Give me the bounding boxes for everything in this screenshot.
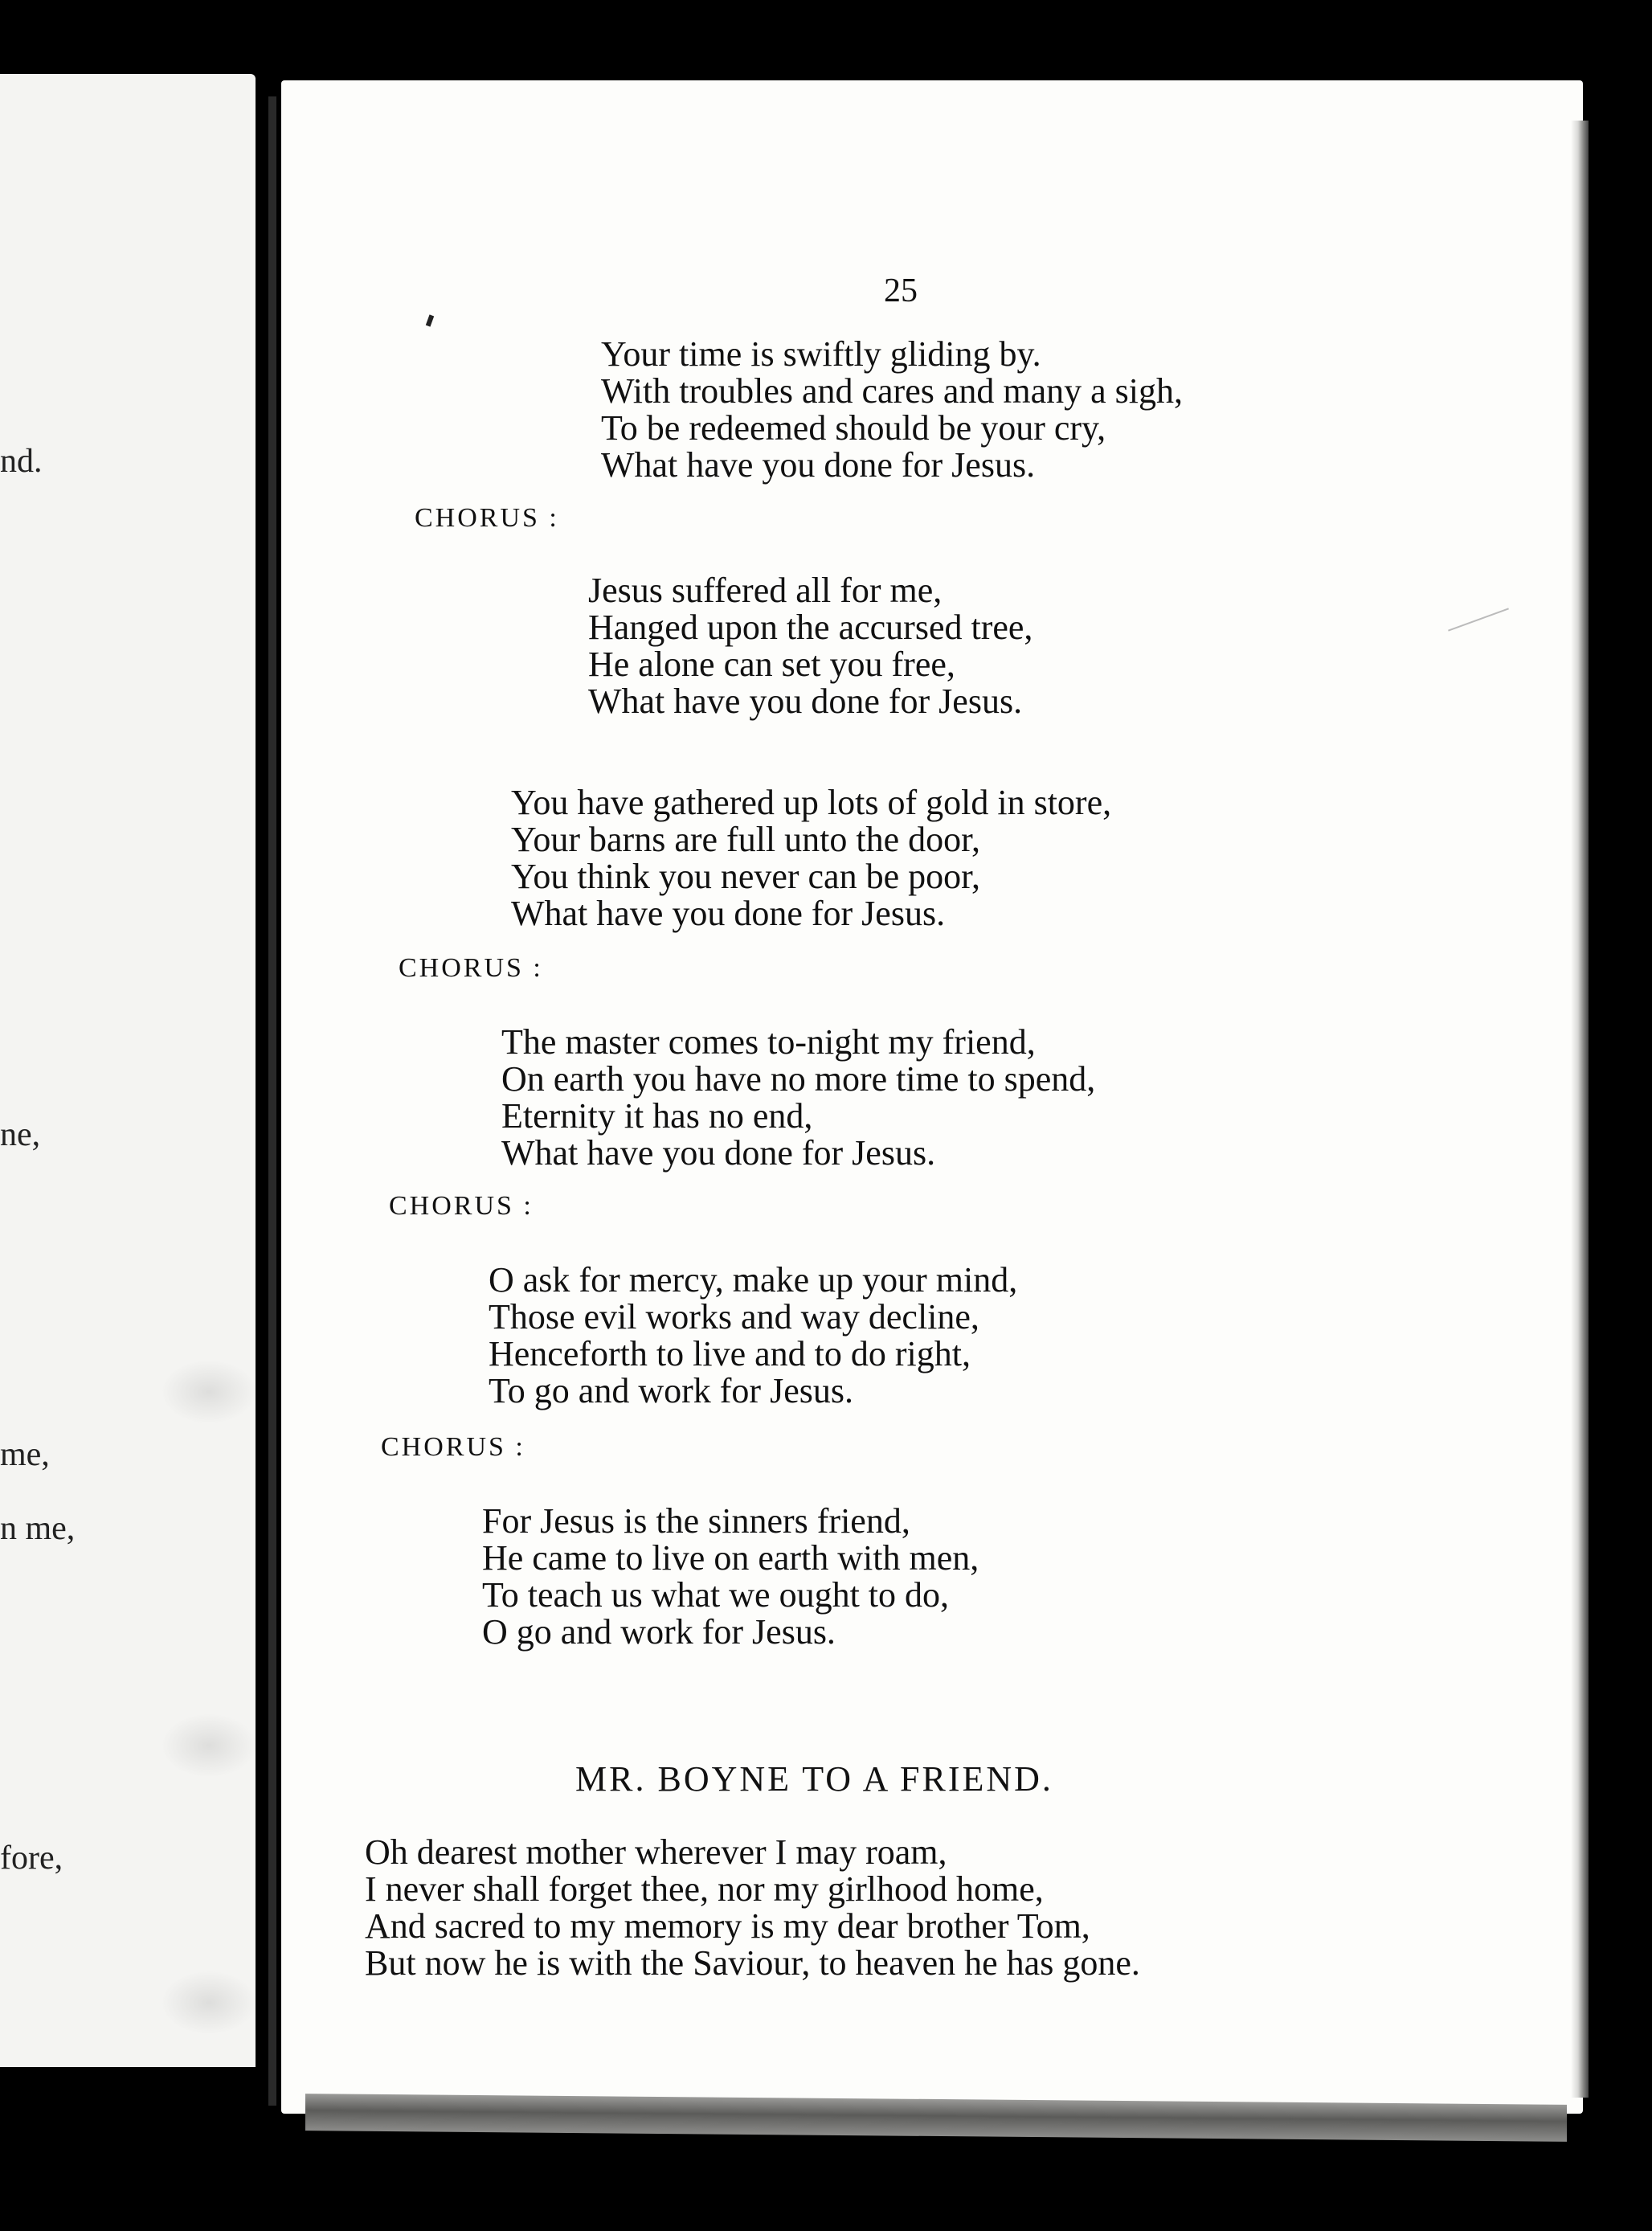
verse-line: For Jesus is the sinners friend,	[482, 1501, 910, 1541]
verse-line: With troubles and cares and many a sigh,	[601, 371, 1184, 411]
verse-line: To go and work for Jesus.	[489, 1371, 853, 1410]
verse-line: What have you done for Jesus.	[601, 445, 1036, 485]
verse-line: Those evil works and way decline,	[489, 1297, 979, 1337]
stanza	[489, 1262, 1017, 1410]
verse-line: He came to live on earth with men,	[482, 1538, 979, 1578]
verse-line: O ask for mercy, make up your mind,	[489, 1260, 1018, 1300]
stanza	[482, 1503, 979, 1651]
poem-heading: MR. BOYNE TO A FRIEND.	[575, 1759, 1053, 1799]
verse-line: Oh dearest mother wherever I may roam,	[365, 1832, 947, 1872]
left-page-fragment: ne,	[0, 1116, 41, 1153]
stanza	[588, 572, 1032, 720]
verse-line: And sacred to my memory is my dear brother Tom,	[365, 1906, 1090, 1946]
chorus-label: CHORUS :	[381, 1432, 525, 1462]
gutter-shadow	[268, 96, 276, 2106]
verse-line: What have you done for Jesus.	[588, 682, 1023, 721]
verse-line: Jesus suffered all for me,	[588, 571, 943, 610]
page-edge	[1571, 121, 1589, 2098]
stanza	[511, 784, 1111, 932]
verse-line: The master comes to-night my friend,	[501, 1022, 1036, 1062]
chorus-label: CHORUS :	[415, 503, 559, 533]
verse-line: Eternity it has no end,	[501, 1096, 813, 1136]
verse-line: To be redeemed should be your cry,	[601, 408, 1106, 448]
verse-line: He alone can set you free,	[588, 645, 955, 684]
verse-line: I never shall forget thee, nor my girlhood home,	[365, 1869, 1044, 1909]
verse-line: Your time is swiftly gliding by.	[601, 334, 1041, 374]
verse-line: Your barns are full unto the door,	[511, 820, 981, 859]
verse-line: You have gathered up lots of gold in store,	[511, 783, 1112, 822]
left-page	[0, 74, 256, 2067]
chorus-label: CHORUS :	[399, 953, 543, 983]
verse-line: What have you done for Jesus.	[511, 894, 946, 933]
left-page-fragment: n me,	[0, 1510, 76, 1547]
verse-line: Hanged upon the accursed tree,	[588, 608, 1033, 647]
page-number: 25	[884, 272, 918, 309]
verse-line: Henceforth to live and to do right,	[489, 1334, 971, 1373]
bleed-through-mark	[161, 1713, 257, 1778]
bleed-through-mark	[161, 1971, 257, 2035]
left-page-fragment: fore,	[0, 1840, 63, 1877]
bleed-through-mark	[161, 1360, 257, 1424]
stanza	[601, 336, 1183, 484]
verse-line: On earth you have no more time to spend,	[501, 1059, 1096, 1099]
verse-line: You think you never can be poor,	[511, 857, 981, 896]
left-page-fragment: nd.	[0, 443, 43, 480]
stanza	[501, 1024, 1095, 1172]
verse-line: What have you done for Jesus.	[501, 1133, 936, 1173]
verse-line: But now he is with the Saviour, to heaven he has gone.	[365, 1943, 1140, 1983]
verse-line: To teach us what we ought to do,	[482, 1575, 950, 1615]
stanza	[365, 1834, 1140, 1982]
left-page-fragment: me,	[0, 1436, 50, 1473]
verse-line: O go and work for Jesus.	[482, 1612, 836, 1652]
chorus-label: CHORUS :	[389, 1191, 534, 1221]
